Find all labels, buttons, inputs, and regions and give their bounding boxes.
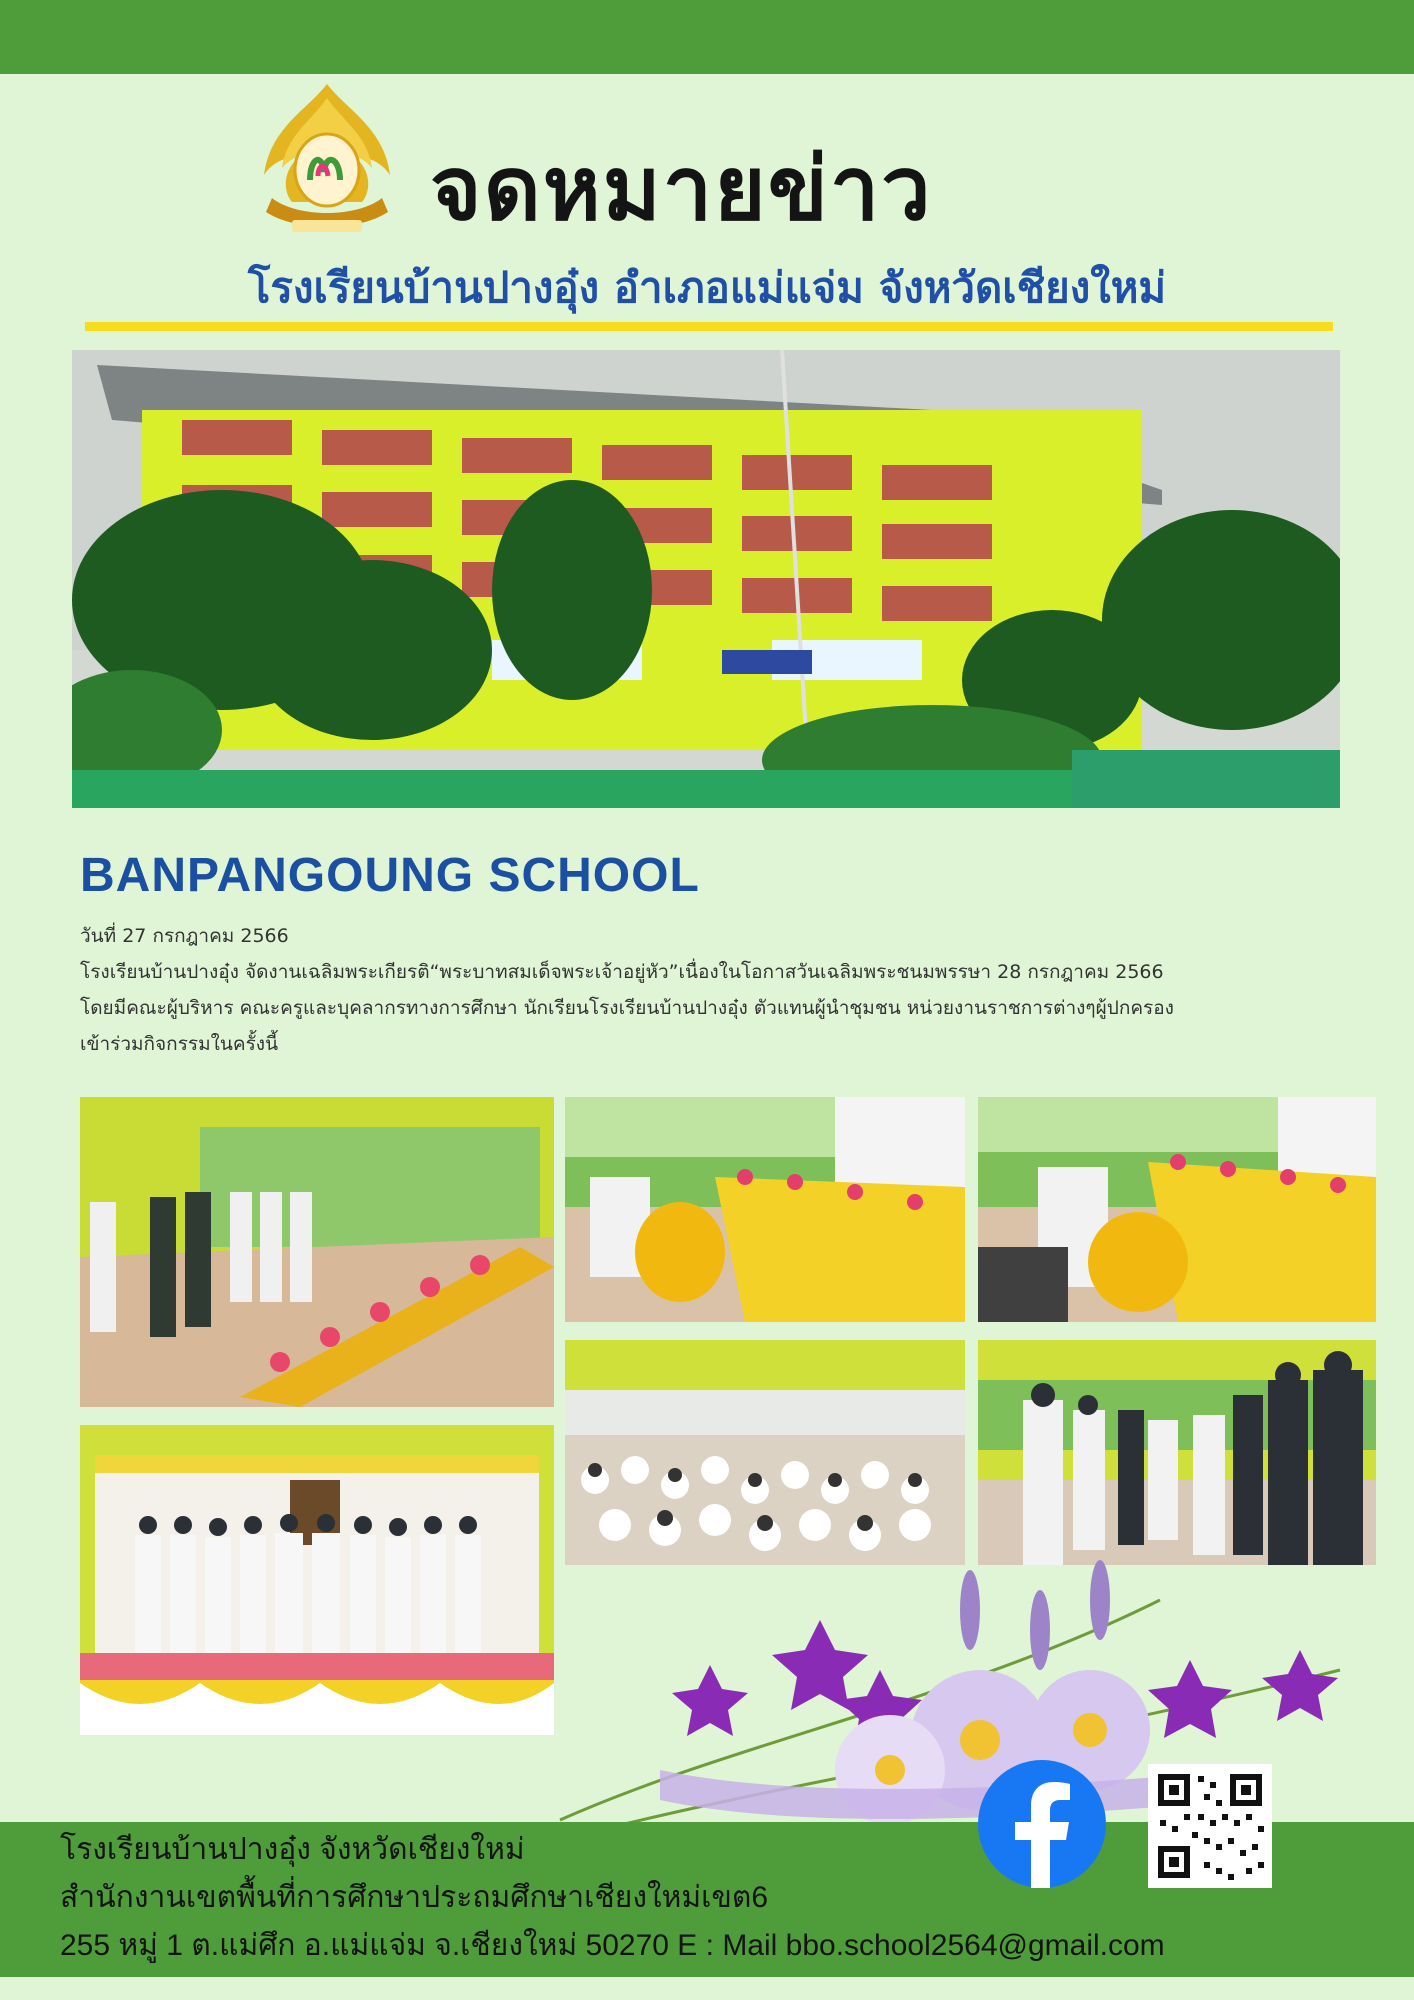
- article-line: โรงเรียนบ้านปางอุ๋ง จัดงานเฉลิมพระเกียรติ“พระบาทสมเด็จพระเจ้าอยู่หัว”เนื่องในโอกาสวันเฉลิมพระชนมพรรษา 28 กรกฎาคม 2566: [80, 961, 1164, 983]
- event-photo-1: [80, 1097, 554, 1407]
- event-photo-3: [978, 1097, 1376, 1322]
- footer-school-name: โรงเรียนบ้านปางอุ๋ง จังหวัดเชียงใหม่: [60, 1833, 525, 1866]
- school-logo-icon: [252, 80, 402, 240]
- qr-code-icon[interactable]: [1148, 1764, 1272, 1888]
- event-photo-6: [80, 1425, 554, 1735]
- event-photo-5: [978, 1340, 1376, 1565]
- newsletter-title: จดหมายข่าว: [430, 137, 933, 240]
- article-body: [80, 918, 1380, 1062]
- school-building-photo: [72, 350, 1340, 808]
- article-line: เข้าร่วมกิจกรรมในครั้งนี้: [80, 1033, 279, 1055]
- event-photo-2: [565, 1097, 965, 1322]
- event-photo-4: [565, 1340, 965, 1565]
- footer-address: 255 หมู่ 1 ต.แม่ศึก อ.แม่แจ่ม จ.เชียงใหม่ 50270 E : Mail bbo.school2564@gmail.com: [60, 1929, 1165, 1962]
- facebook-icon[interactable]: [978, 1760, 1106, 1888]
- article-date: วันที่ 27 กรกฎาคม 2566: [80, 925, 289, 947]
- school-name-heading: BANPANGOUNG SCHOOL: [80, 849, 700, 902]
- article-line: โดยมีคณะผู้บริหาร คณะครูและบุคลากรทางการศึกษา นักเรียนโรงเรียนบ้านปางอุ๋ง ตัวแทนผู้นำชุมชน หน่วยงานราชการต่างๆผู้ปกครอง: [80, 997, 1174, 1019]
- footer-office: สำนักงานเขตพื้นที่การศึกษาประถมศึกษาเชียงใหม่เขต6: [60, 1881, 769, 1914]
- school-subtitle: โรงเรียนบ้านปางอุ๋ง อำเภอแม่แจ่ม จังหวัดเชียงใหม่: [247, 263, 1167, 312]
- top-banner: [0, 0, 1414, 74]
- bottom-strip: [0, 1977, 1414, 2000]
- divider-line: [85, 322, 1333, 331]
